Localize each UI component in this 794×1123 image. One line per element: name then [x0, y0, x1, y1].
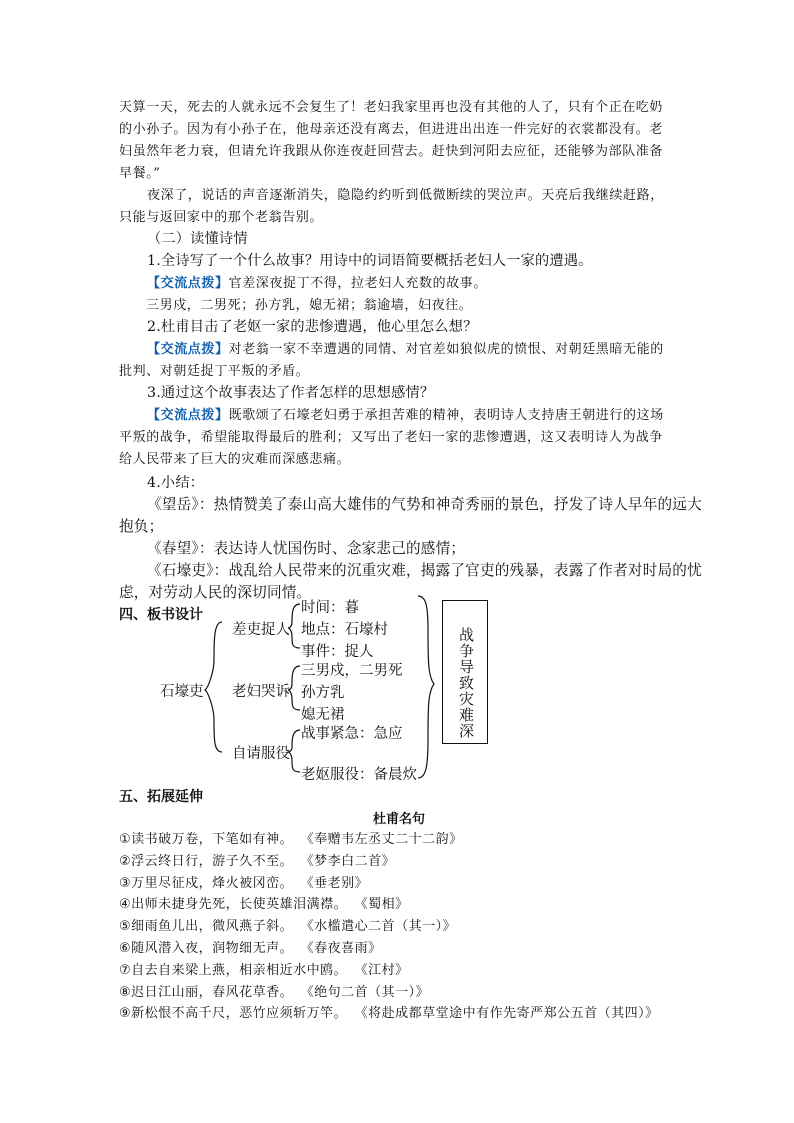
- quote-item: [119, 872, 368, 891]
- answer-1-text: 官差深夜捉丁不得，拉老妇人充数的故事。: [228, 276, 488, 291]
- quote-text: 浮云终日行，游子久不至。: [131, 853, 294, 869]
- quote-item: [119, 981, 429, 1000]
- quote-text: 新松恨不高千尺，恶竹应须斩万竿。: [131, 1006, 348, 1022]
- board-conclusion-box: [442, 600, 488, 744]
- quote-source: 《江村》: [361, 962, 409, 978]
- summary-wangyue-1: 《望岳》：热情赞美了泰山高大雄伟的气势和神奇秀丽的景色，抒发了诗人早年的远大: [147, 496, 702, 513]
- board-branch-3: 自请服役: [232, 746, 290, 762]
- answer-tag: 【交流点拨】: [147, 408, 229, 423]
- question-3: 3.通过这个故事表达了作者怎样的思想感情？: [147, 385, 435, 401]
- board-root: 石壕吏: [160, 684, 204, 700]
- summary-wangyue-2: 抱负；: [119, 518, 164, 535]
- intro-line-5: 夜深了，说话的声音逐渐消失，隐隐约约听到低微断续的哭泣声。天亮后我继续赶路，: [147, 188, 664, 203]
- board-b1-item: 事件：捉人: [301, 644, 374, 660]
- answer-tag: 【交流点拨】: [147, 276, 229, 291]
- answer-1b: 三男戍，二男死；孙方乳，媳无裙；翁逾墙，妇夜往。: [146, 298, 473, 313]
- board-b2-item: 孙方乳: [301, 685, 345, 701]
- root-brace: [205, 622, 222, 752]
- quote-item: [119, 937, 382, 956]
- section-title-extension: 五、拓展延伸: [119, 789, 203, 805]
- quote-text: 万里尽征戍，烽火被冈峦。: [131, 875, 294, 891]
- board-b2-item: 媳无裙: [301, 707, 345, 723]
- intro-line-1: 天算一天，死去的人就永远不会复生了！老妇我家里再也没有其他的人了，只有个正在吃奶: [119, 100, 664, 115]
- quote-source: 《蜀相》: [361, 897, 409, 913]
- question-2: 2.杜甫目击了老妪一家的悲惨遭遇，他心里怎么想？: [147, 319, 478, 335]
- board-branch-2: 老妇哭诉: [232, 684, 290, 700]
- quote-text: 读书破万卷，下笔如有神。: [131, 832, 294, 847]
- quote-source: 《水槛遣心二首（其一）》: [307, 919, 457, 935]
- quote-item: [119, 893, 409, 912]
- quote-number: ①: [119, 832, 132, 847]
- board-b1-item: 地点：石壕村: [301, 622, 388, 638]
- quote-text: 出师未捷身先死，长使英雄泪满襟。: [131, 897, 348, 913]
- quote-number: ⑥: [119, 941, 132, 956]
- quote-item: [119, 1002, 659, 1021]
- intro-line-4: 早餐。”: [119, 166, 161, 181]
- board-branch-1: 差吏捉人: [232, 622, 290, 638]
- quote-text: 细雨鱼儿出，微风燕子斜。: [131, 919, 294, 935]
- intro-line-6: 只能与返回家中的那个老翁告别。: [119, 210, 324, 225]
- quote-number: ②: [119, 853, 132, 869]
- board-b2-item: 三男戍，二男死: [301, 663, 403, 679]
- board-b3-item: 老妪服役：备晨炊: [301, 767, 417, 783]
- section-title-board: 四、板书设计: [119, 607, 203, 623]
- section-title-read: （二）读懂诗情: [147, 231, 248, 247]
- answer-2-text: 对老翁一家不幸遭遇的同情、对官差如狼似虎的愤恨、对朝廷黑暗无能的: [228, 342, 664, 357]
- quote-source: 《垂老别》: [307, 875, 369, 891]
- quote-item: [119, 959, 409, 978]
- quote-text: 随风潜入夜，润物细无声。: [131, 941, 294, 956]
- quote-number: ⑧: [119, 984, 132, 1000]
- quote-number: ④: [119, 897, 132, 913]
- quote-text: 迟日江山丽，春风花草香。: [131, 984, 294, 1000]
- quotes-subtitle: 杜甫名句: [372, 812, 425, 827]
- answer-3-text: 既歌颂了石壕老妇勇于承担苦难的精神，表明诗人支持唐王朝进行的这场: [228, 408, 664, 423]
- quote-number: ⑤: [119, 919, 132, 935]
- quote-number: ③: [119, 875, 132, 891]
- answer-2-line-2: 批判、对朝廷捉丁平叛的矛盾。: [119, 364, 310, 379]
- board-b1-item: 时间：暮: [301, 600, 359, 616]
- quote-source: 《奉赠韦左丞丈二十二韵》: [307, 832, 463, 847]
- summary-title: 4.小结：: [147, 475, 205, 491]
- quote-source: 《梦李白二首》: [307, 853, 396, 869]
- summary-shihaoli-1: 《石壕吏》：战乱给人民带来的沉重灾难，揭露了官吏的残暴，表露了作者对时局的忧: [147, 562, 702, 579]
- quote-number: ⑦: [119, 962, 132, 978]
- quote-item: [119, 850, 395, 869]
- intro-line-3: 妇虽然年老力衰，但请允许我跟从你连夜赶回营去。赶快到河阳去应征，还能够为部队准备: [119, 144, 664, 159]
- intro-line-2: 的小孙子。因为有小孙子在，他母亲还没有离去，但进进出出连一件完好的衣裳都没有。老: [119, 122, 664, 137]
- quote-source: 《春夜喜雨》: [307, 941, 382, 956]
- board-conclusion-text: 战争导致灾难深: [457, 627, 475, 739]
- quote-source: 《绝句二首（其一）》: [307, 984, 430, 1000]
- question-1: 1.全诗写了一个什么故事？用诗中的词语简要概括老妇人一家的遭遇。: [147, 253, 593, 269]
- summary-shihaoli-2: 虑，对劳动人民的深切同情。: [119, 584, 312, 601]
- quote-text: 自去自来梁上燕，相亲相近水中鸥。: [131, 962, 348, 978]
- quote-item: [119, 828, 463, 847]
- right-brace: [418, 596, 434, 778]
- board-b3-item: 战事紧急：急应: [301, 726, 403, 742]
- quote-item: [119, 915, 456, 934]
- answer-tag: 【交流点拨】: [147, 342, 229, 357]
- quote-source: 《将赴成都草堂途中有作先寄严郑公五首（其四）》: [361, 1006, 659, 1022]
- quote-number: ⑨: [119, 1006, 132, 1022]
- summary-chunwang: 《春望》：表达诗人忧国伤时、念家悲己的感情；: [147, 540, 466, 557]
- answer-3-line-3: 给人民带来了巨大的灾难而深感悲痛。: [119, 452, 351, 467]
- answer-3-line-2: 平叛的战争，希望能取得最后的胜利；又写出了老妇一家的悲惨遭遇，这又表明诗人为战争: [119, 430, 664, 445]
